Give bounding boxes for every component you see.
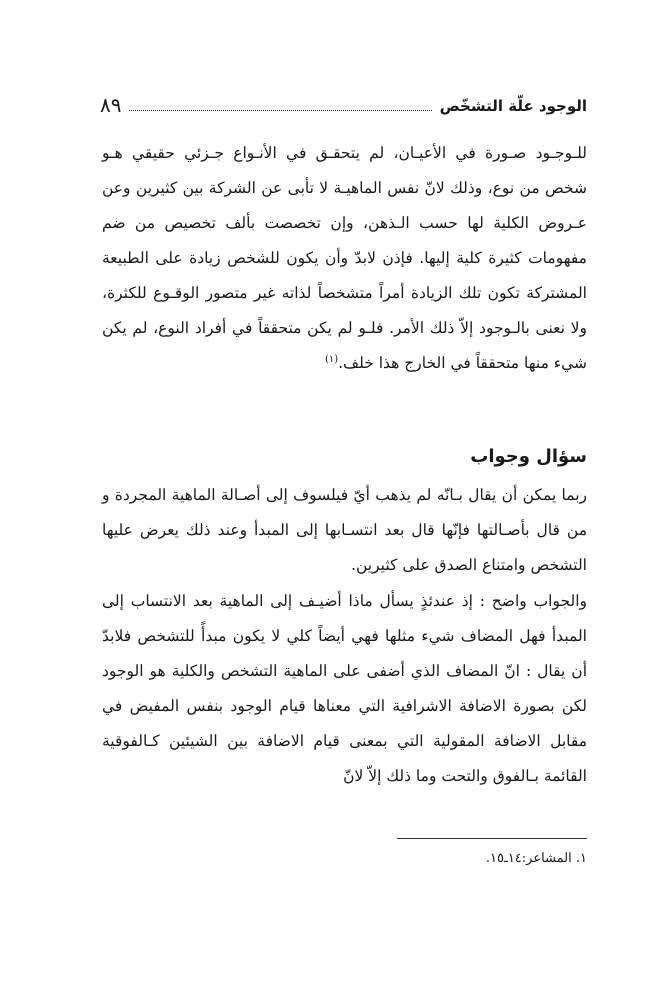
footnote-marker: (١): [324, 353, 339, 365]
paragraph-1-text: للـوجـود صـورة في الأعيـان، لم يتحقـق في الأنـواع جـزئي حقيقي هـو شخص من نوع، وذلك لانّ نفس الماهيـة لا تأبى عن الشركة بين كثيرين وعن عـروض الكلية لها حسب الـذهن، وإن تخصصت بألف تخصيص من ضم مفهومات كثيرة كلية إليها. فإذن لابدّ وأن يكون للشخص زيادة على الطبيعة المشتركة تكون تلك الزيادة أمراً متشخصاً لذاته غير متصور الوقـوع للكثرة، ولا نعنى بالـوجود إلاّ ذلك الأمر. فلـو لم يكن متحققاً في أفراد النوع، لم يكن شيء منها متحققاً في الخارج هذا خلف.: [102, 144, 587, 372]
footnote-separator: [397, 838, 587, 839]
page-number: ٨٩: [100, 93, 122, 117]
paragraph-2: [102, 478, 587, 583]
running-header: [100, 86, 587, 116]
paragraph-3-text: والجواب واضح : إذ عندئذٍ يسأل ماذا أضيـف إلى الماهية بعد الانتساب إلى المبدأ فهل المضاف شيء مثلها فهي أيضاً كلي لا يكون مبدأً للتشخص فلابدّ أن يقال : انّ المضاف الذي أضفى على الماهية التشخص والكلية هو الوجود لكن بصورة الاضافة الاشرافية التي معناها قيام الوجود بنفس المفيض في مقابل الاضافة المقولية التي بمعنى قيام الاضافة بين الشيئين كـالفوقية القائمة بـالفوق والتحت وما ذلك إلاّ لانّ: [102, 592, 587, 785]
running-title: الوجود علّة التشخّص: [439, 97, 587, 115]
paragraph-1: [102, 136, 587, 381]
footnote: ١. المشاعر:١٤ـ١٥.: [485, 851, 587, 866]
section-heading: سؤال وجواب: [470, 446, 587, 467]
dotted-leader: [129, 110, 431, 111]
paragraph-2-text: ربما يمكن أن يقال بـانّه لم يذهب أيّ فيلسوف إلى أصـالة الماهية المجردة و من قال بأصـالتها فإنّها قال بعد انتسـابها إلى المبدأ وعند ذلك يعرض عليها التشخص وامتناع الصدق على كثيرين.: [102, 486, 587, 574]
paragraph-3: [102, 584, 587, 794]
